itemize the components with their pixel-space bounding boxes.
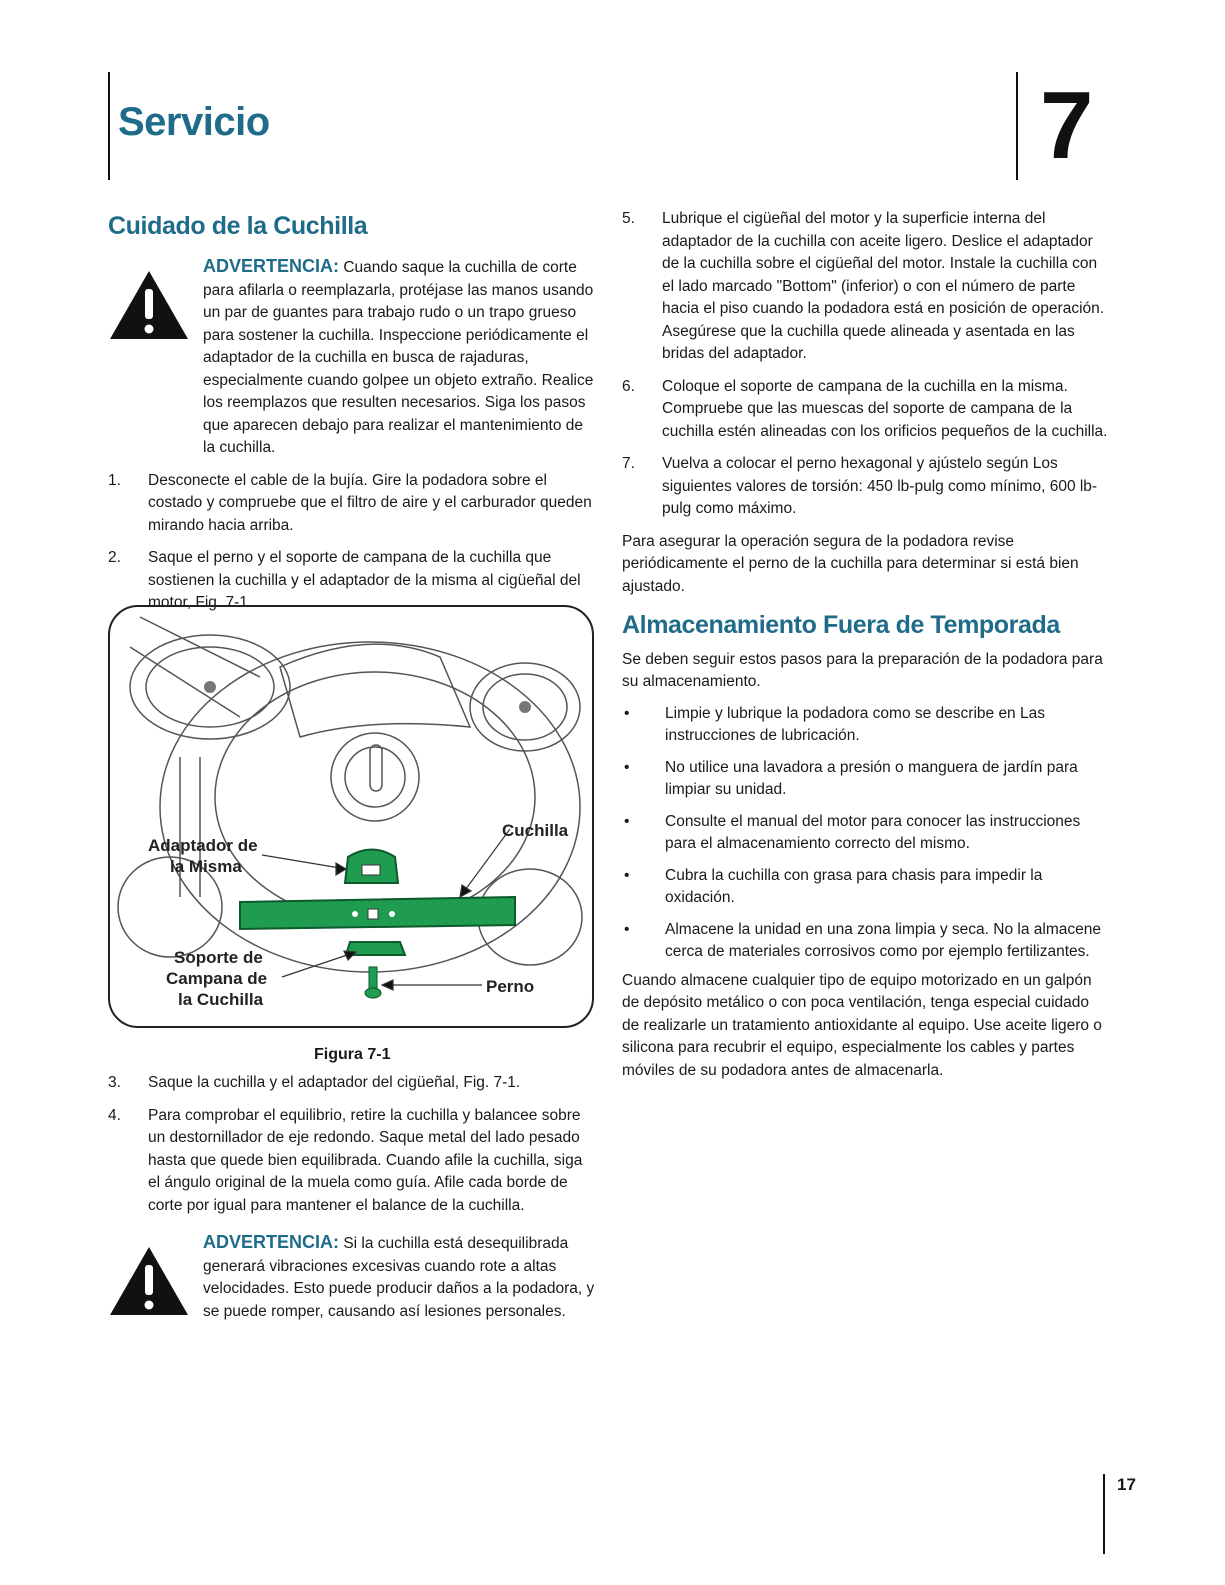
- warning-keyword: ADVERTENCIA:: [203, 1232, 340, 1252]
- step-number: 6.: [622, 377, 635, 395]
- header-right-rule: [1016, 72, 1018, 180]
- step-text: Saque la cuchilla y el adaptador del cigüeñal, Fig. 7-1.: [148, 1074, 521, 1091]
- list-item: [108, 1072, 596, 1095]
- step-text: Vuelva a colocar el perno hexagonal y ajústelo según Los siguientes valores de torsión: 450 lb-pulg como mínimo, 600 lb-pulg como máximo.: [662, 455, 1098, 517]
- list-item: [622, 757, 1108, 802]
- page-title: Servicio: [118, 100, 270, 144]
- steps-list: [108, 470, 596, 615]
- warning-text: Si la cuchilla está desequilibrada generará vibraciones excesivas cuando rote a altas velocidades. Esto puede producir daños a la podadora, y se puede romper, causando así lesiones personales.: [203, 1235, 595, 1320]
- footer-rule: [1103, 1474, 1105, 1554]
- list-item: [622, 811, 1108, 856]
- figure-blade-assembly: [108, 605, 594, 1028]
- left-column-lower: [108, 1072, 596, 1323]
- step-text: Saque el perno y el soporte de campana de la cuchilla que sostienen la cuchilla y el adaptador de la misma al cigüeñal del motor, Fig. 7-1.: [148, 549, 581, 611]
- warning-block: [108, 255, 596, 460]
- page-number: 17: [1117, 1475, 1136, 1494]
- step-text: Para comprobar el equilibrio, retire la cuchilla y balancee sobre un destornillador de eje redondo. Saque metal del lado pesado hasta que quede bien equilibrada. Cuando afile la cuchilla, siga el ángulo original de la muela como guía. Afile cada borde de corte por igual para mantener el balance de la cuchilla.: [148, 1106, 583, 1214]
- header-left-rule: [108, 72, 110, 180]
- figure-caption: Figura 7-1: [314, 1046, 391, 1063]
- bullet-glyph: •: [624, 758, 630, 776]
- bullet-text: Consulte el manual del motor para conocer las instrucciones para el almacenamiento correcto del mismo.: [665, 812, 1081, 852]
- list-item: [622, 919, 1108, 964]
- list-item: [108, 470, 596, 538]
- label-adapter: Adaptador de la Misma: [148, 836, 258, 876]
- storage-intro: Se deben seguir estos pasos para la preparación de la podadora para su almacenamiento.: [622, 650, 1103, 690]
- left-column: [108, 212, 596, 615]
- section-title-storage: Almacenamiento Fuera de Temporada: [622, 611, 1060, 639]
- list-item: [108, 1105, 596, 1218]
- bullet-text: Cubra la cuchilla con grasa para chasis para impedir la oxidación.: [665, 866, 1043, 906]
- warning-icon: [108, 1245, 190, 1317]
- warning-keyword: ADVERTENCIA:: [203, 256, 340, 276]
- right-column: [622, 208, 1108, 1082]
- list-item: [622, 208, 1108, 366]
- warning-paragraph: [203, 255, 596, 460]
- bullet-glyph: •: [624, 920, 630, 938]
- bullet-text: Almacene la unidad en una zona limpia y seca. No la almacene cerca de materiales corrosivos como por ejemplo fertilizantes.: [665, 920, 1101, 960]
- label-bell-support: Soporte de Campana de la Cuchilla: [166, 948, 268, 1009]
- step-number: 4.: [108, 1106, 121, 1124]
- label-blade: Cuchilla: [502, 821, 569, 840]
- step-number: 1.: [108, 471, 121, 489]
- step-text: Coloque el soporte de campana de la cuchilla en la misma. Compruebe que las muescas del soporte de campana de la cuchilla estén alineadas con los orificios pequeños de la cuchilla.: [662, 377, 1108, 440]
- list-item: [622, 865, 1108, 910]
- step-number: 2.: [108, 549, 121, 566]
- warning-icon: [108, 269, 190, 341]
- section-title-blade-care: Cuidado de la Cuchilla: [108, 212, 368, 240]
- step-text: Lubrique el cigüeñal del motor y la superficie interna del adaptador de la cuchilla con aceite ligero. Deslice el adaptador de la cuchilla sobre el cigüeñal del motor. Instale la cuchilla con el lado marcado "Bottom" (inferior) o con el número de parte hacia el piso cuando la podadora está en posición de operación. Asegúrese que la cuchilla quede alineada y asentada en las bridas del adaptador.: [662, 210, 1105, 362]
- warning-block: [108, 1231, 596, 1323]
- bullet-glyph: •: [624, 704, 630, 722]
- storage-closing: Cuando almacene cualquier tipo de equipo motorizado en un galpón de depósito metálico o con poca ventilación, tenga especial cuidado de realizarle un tratamiento antioxidante al equipo. Use aceite ligero o silicona para recubrir el equipo, especialmente los cables y partes móviles de su podadora antes de almacenarla.: [622, 971, 1102, 1079]
- step-number: 5.: [622, 210, 635, 227]
- chapter-number: 7: [1040, 72, 1094, 179]
- bullet-text: Limpie y lubrique la podadora como se describe en Las instrucciones de lubricación.: [665, 704, 1045, 744]
- list-item: [622, 376, 1108, 444]
- storage-bullet-list: [622, 703, 1108, 964]
- warning-paragraph: [203, 1231, 596, 1323]
- step-text: Desconecte el cable de la bujía. Gire la podadora sobre el costado y compruebe que el filtro de aire y el carburador queden mirando hacia arriba.: [148, 471, 592, 534]
- bullet-glyph: •: [624, 866, 630, 884]
- list-item: [622, 703, 1108, 748]
- bullet-text: No utilice una lavadora a presión o manguera de jardín para limpiar su unidad.: [665, 758, 1078, 798]
- step-number: 7.: [622, 455, 635, 472]
- safety-note: Para asegurar la operación segura de la podadora revise periódicamente el perno de la cuchilla para determinar si está bien ajustado.: [622, 532, 1079, 595]
- label-bolt: Perno: [486, 977, 535, 996]
- bullet-glyph: •: [624, 812, 630, 830]
- warning-text: Cuando saque la cuchilla de corte para afilarla o reemplazarla, protéjase las manos usando un par de guantes para trabajo rudo o un trapo grueso para sostener la cuchilla. Inspeccione periódicamente el adaptador de la cuchilla en busca de rajaduras, especialmente cuando golpee un objeto extraño. Realice los reemplazos que resulten necesarios. Siga los pasos que aparecen debajo para realizar el mantenimiento de la cuchilla.: [203, 259, 594, 456]
- list-item: [622, 453, 1108, 521]
- step-number: 3.: [108, 1074, 121, 1091]
